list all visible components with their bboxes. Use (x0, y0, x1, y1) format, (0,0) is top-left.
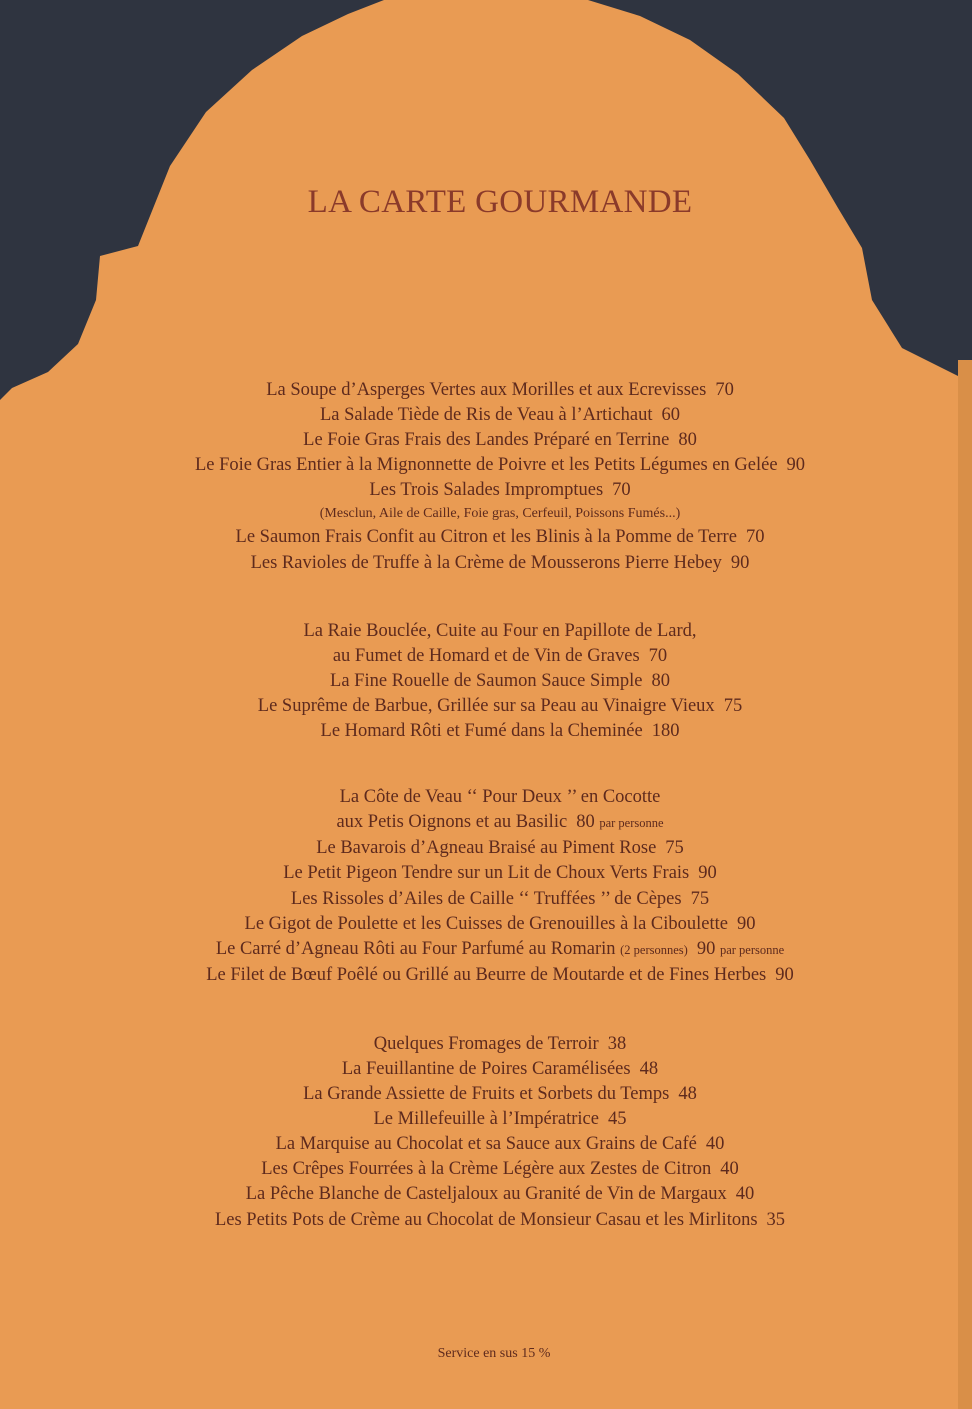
menu-title: LA CARTE GOURMANDE (307, 184, 693, 220)
item-name: Les Crêpes Fourrées à la Crème Légère aux Zestes de Citron (261, 1159, 712, 1180)
item-price: 70 (612, 480, 631, 501)
item-name: Le Foie Gras Entier à la Mignonnette de Poivre et les Petits Légumes en Gelée (194, 455, 778, 476)
item-price: 90 (736, 913, 756, 934)
item-name: La Salade Tiède de Ris de Veau à l’Artichaut (319, 405, 653, 426)
item-name: aux Petis Oignons et au Basilic (336, 812, 568, 833)
item-name: La Feuillantine de Poires Caramélisées (341, 1058, 631, 1079)
section-gap (0, 744, 972, 785)
item-name: La Raie Bouclée, Cuite au Four en Papillote de Lard, (303, 620, 697, 641)
item-name: au Fumet de Homard et de Vin de Graves (332, 645, 640, 666)
item-qualifier: (2 personnes) (620, 942, 688, 957)
item-price: 75 (665, 838, 684, 859)
item-price: 80 (576, 812, 595, 833)
item-name: Le Carré d’Agneau Rôti au Four Parfumé au Romarin (215, 938, 616, 959)
menu-item (0, 1157, 972, 1182)
menu-item (0, 478, 972, 503)
menu-item (0, 1132, 972, 1157)
item-name: Le Homard Rôti et Fumé dans la Cheminée (320, 721, 643, 742)
menu-item (0, 963, 972, 988)
price-suffix: par personne (719, 942, 785, 957)
menu-item (0, 1082, 972, 1107)
item-price: 40 (735, 1184, 755, 1205)
item-price: 70 (648, 645, 668, 666)
item-name: La Pêche Blanche de Casteljaloux au Granité de Vin de Margaux (245, 1184, 727, 1205)
item-price: 45 (607, 1109, 627, 1130)
item-name: La Soupe d’Asperges Vertes aux Morilles et aux Ecrevisses (266, 380, 707, 400)
menu-item (0, 551, 972, 576)
item-name: Quelques Fromages de Terroir (373, 1033, 599, 1054)
menu-item (0, 861, 972, 886)
menu-item (0, 887, 972, 912)
item-note: (Mesclun, Aile de Caille, Foie gras, Cerfeuil, Poissons Fumés...) (319, 506, 681, 522)
item-price: 40 (720, 1159, 739, 1180)
section-gap (0, 576, 972, 619)
item-name: Le Foie Gras Frais des Landes Préparé en Terrine (303, 430, 670, 451)
item-name: Les Rissoles d’Ailes de Caille ‘‘ Truffées ’’ de Cèpes (290, 888, 682, 909)
desserts-section (0, 1032, 972, 1233)
item-name: Le Gigot de Poulette et les Cuisses de Grenouilles à la Ciboulette (244, 913, 728, 934)
item-price: 60 (661, 405, 681, 426)
menu-item (0, 1208, 972, 1233)
menu-item (0, 1032, 972, 1057)
item-price: 180 (651, 721, 680, 742)
item-name: Les Petits Pots de Crème au Chocolat de Monsieur Casau et les Mirlitons (214, 1209, 758, 1230)
item-price: 70 (715, 380, 734, 400)
fish-section (0, 619, 972, 744)
item-price: 90 (696, 938, 716, 959)
menu-item (0, 836, 972, 861)
item-price: 80 (651, 670, 670, 691)
menu-item (0, 378, 972, 403)
item-price: 40 (705, 1134, 725, 1155)
menu-item (0, 912, 972, 937)
menu-item (0, 694, 972, 719)
item-price: 90 (775, 964, 794, 985)
menu-item (0, 719, 972, 744)
menu-item (0, 1107, 972, 1132)
item-name: Le Filet de Bœuf Poêlé ou Grillé au Beurre de Moutarde et de Fines Herbes (206, 964, 767, 985)
item-name: La Fine Rouelle de Saumon Sauce Simple (330, 670, 643, 691)
item-name: Le Saumon Frais Confit au Citron et les Blinis à la Pomme de Terre (235, 527, 737, 548)
item-name: Le Bavarois d’Agneau Braisé au Piment Rose (316, 838, 657, 859)
menu-item (0, 644, 972, 669)
item-price: 90 (786, 455, 806, 476)
menu-item (0, 453, 972, 478)
menu-item (0, 403, 972, 428)
item-price: 75 (690, 888, 710, 909)
item-price: 48 (639, 1058, 659, 1079)
price-suffix: par personne (599, 816, 664, 831)
item-name: Le Millefeuille à l’Impératrice (373, 1109, 599, 1130)
item-price: 38 (607, 1033, 627, 1054)
section-gap (0, 988, 972, 1032)
menu-item (0, 937, 972, 963)
menu-item (0, 1057, 972, 1082)
menu-item (0, 1182, 972, 1207)
item-name: Le Petit Pigeon Tendre sur un Lit de Choux Verts Frais (283, 863, 690, 884)
starters-section (0, 378, 972, 576)
item-price: 90 (698, 863, 717, 884)
menu-item (0, 619, 972, 644)
item-price: 48 (678, 1084, 697, 1105)
menu-item (0, 810, 972, 836)
item-name: La Grande Assiette de Fruits et Sorbets du Temps (303, 1084, 670, 1105)
menu-item (0, 428, 972, 453)
item-name: Les Trois Salades Impromptues (369, 480, 604, 501)
menu-item (0, 525, 972, 550)
meat-section (0, 785, 972, 988)
menu-item (0, 669, 972, 694)
item-price: 75 (723, 695, 743, 716)
item-price: 35 (766, 1209, 786, 1230)
menu-body (0, 378, 972, 1233)
item-name: Les Ravioles de Truffe à la Crème de Mousserons Pierre Hebey (250, 552, 722, 573)
menu-item (0, 785, 972, 810)
item-price: 80 (678, 430, 697, 451)
item-price: 70 (745, 527, 765, 548)
item-name: La Côte de Veau ‘‘ Pour Deux ’’ en Cocotte (339, 787, 661, 808)
item-name: Le Suprême de Barbue, Grillée sur sa Peau au Vinaigre Vieux (257, 695, 715, 716)
item-name: La Marquise au Chocolat et sa Sauce aux Grains de Café (275, 1134, 697, 1155)
item-price: 90 (730, 552, 750, 573)
service-charge-note: Service en sus 15 % (437, 1346, 551, 1361)
